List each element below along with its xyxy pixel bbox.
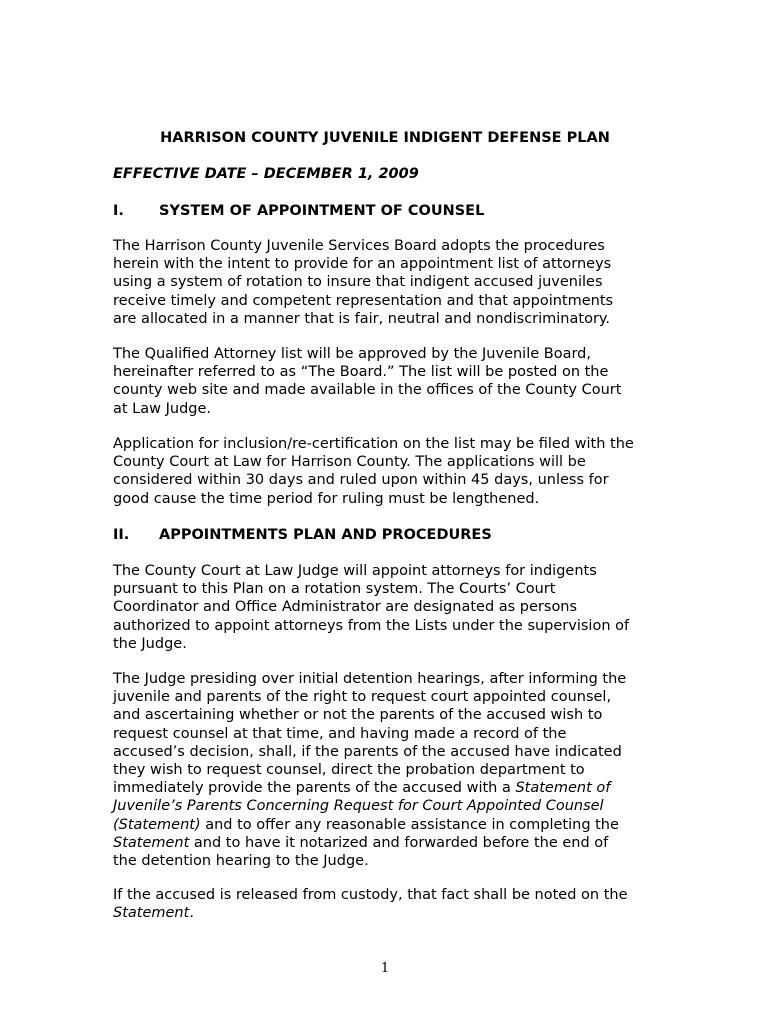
text-line: If the accused is released from custody, that fact shall be noted on the <box>113 887 628 903</box>
section-1-number: I. <box>113 203 124 219</box>
text-run: and to have it notarized and forwarded before the end of <box>189 834 609 851</box>
italic-term: Statement <box>113 905 190 922</box>
italic-form-title: Juvenile’s Parents Concerning Request for Court Appointed Counsel <box>113 798 604 815</box>
text-line: are allocated in a manner that is fair, neutral and nondiscriminatory. <box>113 310 611 327</box>
text-run: immediately provide the parents of the accused with a <box>113 780 516 797</box>
text-line: authorized to appoint attorneys from the Lists under the supervision of <box>113 617 630 634</box>
section-2-title: APPOINTMENTS PLAN AND PROCEDURES <box>159 527 492 543</box>
section-2-number: II. <box>113 527 130 543</box>
text-run: . <box>189 905 194 922</box>
text-line <box>113 834 658 852</box>
section-1-paragraph-1 <box>113 237 658 328</box>
section-2-paragraph-3 <box>113 886 658 922</box>
text-line: The Qualified Attorney list will be approved by the Juvenile Board, <box>113 346 591 362</box>
section-1-heading <box>113 202 484 220</box>
text-line <box>113 816 658 834</box>
text-line <box>113 779 658 797</box>
text-line: County Court at Law for Harrison County. The applications will be <box>113 454 586 471</box>
text-line: The County Court at Law Judge will appoint attorneys for indigents <box>113 563 597 579</box>
text-line: hereinafter referred to as “The Board.” The list will be posted on the <box>113 364 609 381</box>
section-2-paragraph-1 <box>113 562 658 653</box>
italic-form-title: (Statement) <box>113 816 201 833</box>
text-line: they wish to request counsel, direct the probation department to <box>113 762 585 779</box>
text-line <box>113 904 658 922</box>
text-run: and to offer any reasonable assistance in completing the <box>200 816 619 833</box>
text-line: The Harrison County Juvenile Services Board adopts the procedures <box>113 238 605 254</box>
section-1-paragraph-2 <box>113 345 658 418</box>
text-line: considered within 30 days and ruled upon within 45 days, unless for <box>113 472 609 489</box>
document-title: HARRISON COUNTY JUVENILE INDIGENT DEFENSE PLAN <box>160 130 610 146</box>
text-line: at Law Judge. <box>113 400 212 417</box>
text-line: herein with the intent to provide for an appointment list of attorneys <box>113 256 612 273</box>
text-line: request counsel at that time, and having made a record of the <box>113 725 567 742</box>
text-line: pursuant to this Plan on a rotation system. The Courts’ Court <box>113 581 556 598</box>
text-line: receive timely and competent representation and that appointments <box>113 292 614 309</box>
text-line: The Judge presiding over initial detention hearings, after informing the <box>113 671 627 687</box>
italic-form-title: Statement of <box>515 780 611 797</box>
text-line: using a system of rotation to insure that indigent accused juveniles <box>113 274 603 291</box>
effective-date: EFFECTIVE DATE – DECEMBER 1, 2009 <box>113 166 419 182</box>
section-1-title: SYSTEM OF APPOINTMENT OF COUNSEL <box>159 203 485 219</box>
text-line: Application for inclusion/re-certification on the list may be filed with the <box>113 436 634 452</box>
text-line: good cause the time period for ruling must be lengthened. <box>113 490 540 507</box>
text-line: the detention hearing to the Judge. <box>113 853 369 870</box>
text-line: Coordinator and Office Administrator are designated as persons <box>113 599 578 616</box>
text-line: accused’s decision, shall, if the parents of the accused have indicated <box>113 743 622 760</box>
page-number: 1 <box>380 961 390 976</box>
section-2-heading <box>113 526 492 544</box>
text-line: county web site and made available in the offices of the County Court <box>113 382 622 399</box>
text-line: juvenile and parents of the right to request court appointed counsel, <box>113 689 612 706</box>
text-line: the Judge. <box>113 635 187 652</box>
text-line: and ascertaining whether or not the parents of the accused wish to <box>113 707 603 724</box>
italic-term: Statement <box>113 834 190 851</box>
section-2-paragraph-2 <box>113 670 658 870</box>
section-1-paragraph-3 <box>113 435 658 508</box>
text-line <box>113 797 658 815</box>
